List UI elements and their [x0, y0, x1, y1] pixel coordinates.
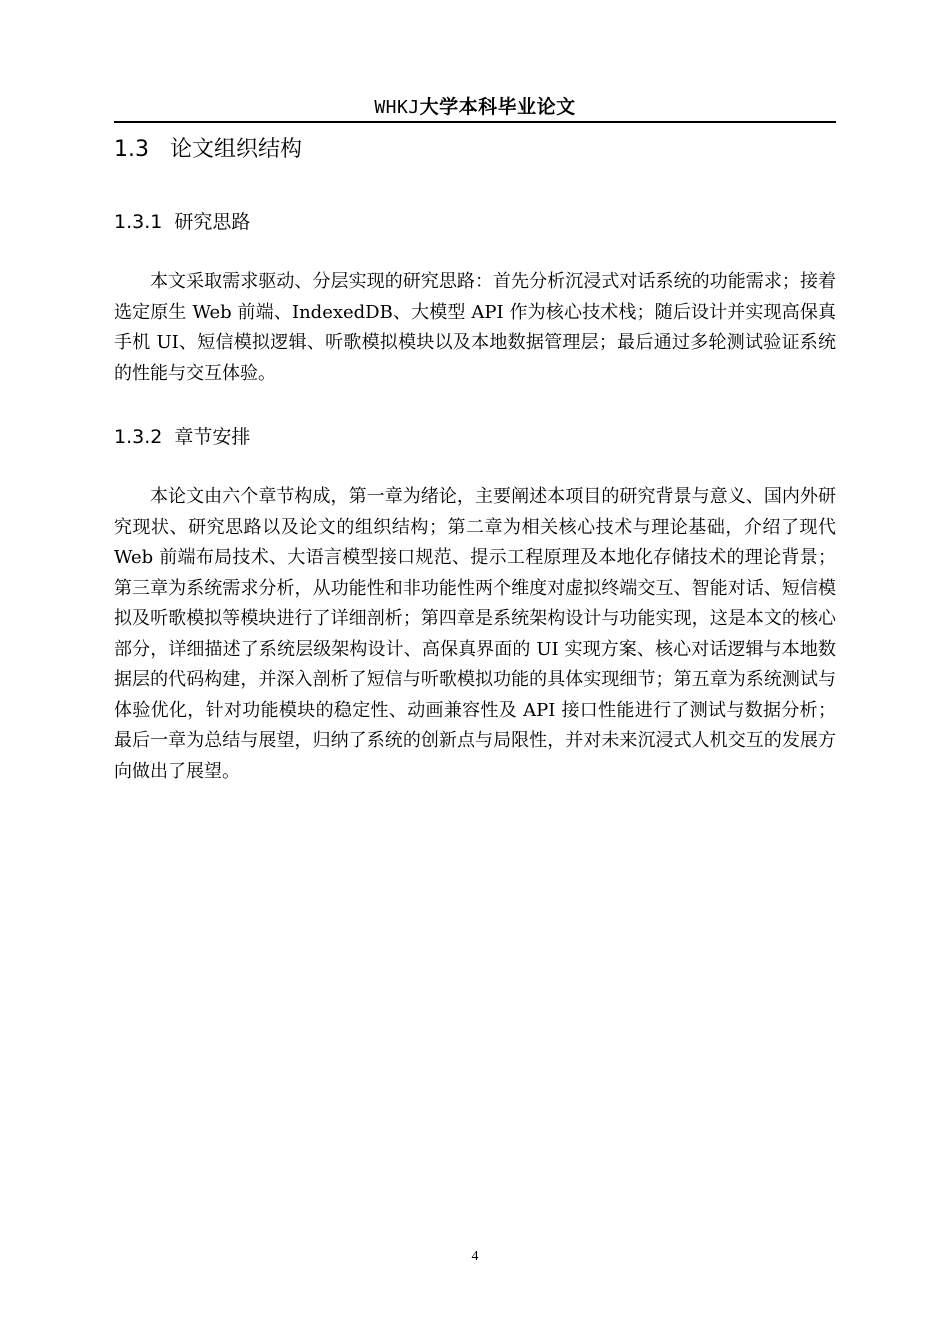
subsection-title-text: 研究思路	[174, 211, 251, 233]
header-rule	[114, 121, 836, 123]
subsection-number: 1.3.2	[114, 426, 163, 448]
body-paragraph-chapter-arrangement: 本论文由六个章节构成，第一章为绪论，主要阐述本项目的研究背景与意义、国内外研究现状、研究思路以及论文的组织结构；第二章为相关核心技术与理论基础，介绍了现代 Web 前端布局技术、大语言模型接口规范、提示工程原理及本地化存储技术的理论背景；第三章为系统需求分析，从功能性和非功能性两个维度对虚拟终端交互、智能对话、短信模拟及听歌模拟等模块进行了详细剖析；第四章是系统架构设计与功能实现，这是本文的核心部分，详细描述了系统层级架构设计、高保真界面的 UI 实现方案、核心对话逻辑与本地数据层的代码构建，并深入剖析了短信与听歌模拟功能的具体实现细节；第五章为系统测试与体验优化，针对功能模块的稳定性、动画兼容性及 API 接口性能进行了测试与数据分析；最后一章为总结与展望，归纳了系统的创新点与局限性，并对未来沉浸式人机交互的发展方向做出了展望。	[114, 486, 836, 782]
subsection-heading-research-approach	[114, 208, 250, 236]
subsection-number: 1.3.1	[114, 211, 163, 233]
section-heading	[114, 134, 302, 166]
header-title: 大学本科毕业论文	[419, 96, 576, 118]
page-number: 4	[471, 1249, 479, 1264]
subsection-title-text: 章节安排	[174, 426, 251, 448]
section-title-text: 论文组织结构	[170, 137, 303, 162]
section-number: 1.3	[114, 137, 149, 162]
body-paragraph-research-approach: 本文采取需求驱动、分层实现的研究思路：首先分析沉浸式对话系统的功能需求；接着选定原生 Web 前端、IndexedDB、大模型 API 作为核心技术栈；随后设计并实现高保真手机 UI、短信模拟逻辑、听歌模拟模块以及本地数据管理层；最后通过多轮测试验证系统的性能与交互体验。	[114, 271, 836, 384]
header-prefix: WHKJ	[374, 97, 420, 118]
running-header	[114, 94, 836, 120]
subsection-heading-chapter-arrangement	[114, 423, 250, 451]
